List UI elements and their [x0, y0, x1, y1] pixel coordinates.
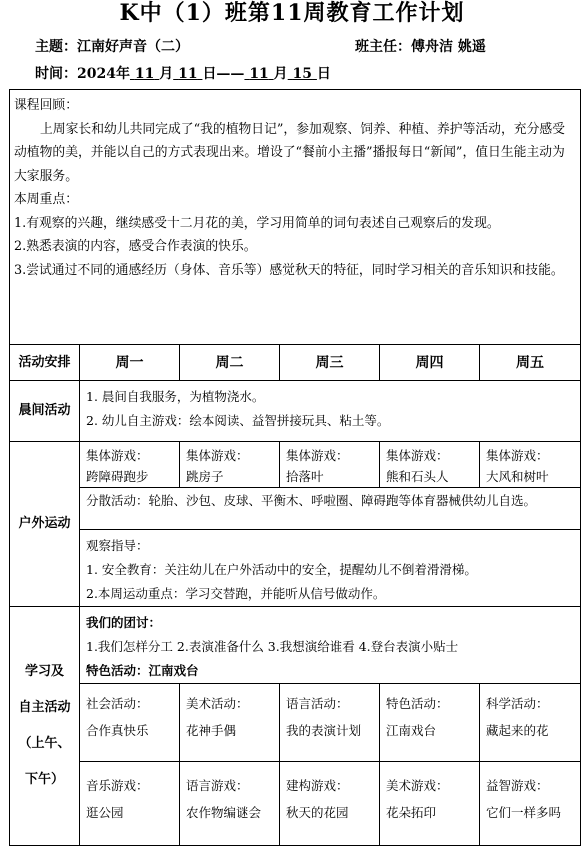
time-month-label-2: 月 — [273, 66, 288, 82]
day-header: 周四 — [380, 345, 480, 381]
observe-heading: 观察指导： — [86, 538, 149, 553]
activity-cell — [380, 684, 480, 762]
game-type: 益智游戏： — [486, 778, 549, 793]
outdoor-game-cell — [480, 442, 581, 488]
day-header: 周一 — [80, 345, 180, 381]
teacher-line — [355, 36, 486, 56]
activity-type: 科学活动： — [486, 696, 549, 711]
plan-table — [9, 89, 581, 846]
game-type: 集体游戏： — [286, 448, 349, 463]
day-header: 周二 — [180, 345, 280, 381]
outdoor-game-cell — [80, 442, 180, 488]
game-name: 熊和石头人 — [386, 469, 449, 484]
time-line — [35, 63, 331, 83]
activity-type: 语言活动： — [286, 696, 349, 711]
game-name: 跨障碍跑步 — [86, 469, 149, 484]
page-title: K中（1）班第11周教育工作计划 — [119, 0, 465, 26]
game-type: 建构游戏： — [286, 778, 349, 793]
time-end-day: 15 — [292, 66, 313, 82]
observe-line: 1. 安全教育：关注幼儿在户外活动中的安全，提醒幼儿不倒着滑滑梯。 — [86, 562, 477, 577]
morning-content — [80, 381, 581, 442]
game-type: 集体游戏： — [486, 448, 549, 463]
theme-line — [35, 36, 189, 56]
study-label — [10, 607, 80, 846]
study-label-line: 自主活动 — [18, 700, 71, 715]
study-label-line: （上午、 — [18, 736, 71, 751]
time-label: 时间： — [35, 66, 77, 82]
game-type: 集体游戏： — [86, 448, 149, 463]
day-header: 周五 — [480, 345, 581, 381]
activity-type: 美术活动： — [186, 696, 249, 711]
study-label-line: 下午） — [24, 772, 64, 787]
observe-line: 2.本周运动重点：学习交替跑，并能听从信号做动作。 — [86, 586, 386, 601]
time-dash: 日—— — [202, 66, 245, 82]
focus-heading: 本周重点： — [14, 192, 78, 207]
group-heading: 我们的团讨： — [86, 615, 162, 630]
activity-type: 社会活动： — [86, 696, 149, 711]
feature-heading: 特色活动：江南戏台 — [86, 663, 199, 678]
game-name: 花朵拓印 — [386, 805, 437, 820]
activity-name: 藏起来的花 — [486, 723, 549, 738]
game-name: 大风和树叶 — [486, 469, 549, 484]
focus-item: 2.熟悉表演的内容，感受合作表演的快乐。 — [14, 239, 257, 254]
game-type: 美术游戏： — [386, 778, 449, 793]
observation-guidance — [80, 530, 581, 607]
game-name: 跳房子 — [186, 469, 224, 484]
game-type: 音乐游戏： — [86, 778, 149, 793]
game-name: 逛公园 — [86, 805, 124, 820]
activity-cell — [80, 684, 180, 762]
time-end-month: 11 — [249, 66, 269, 82]
activity-type: 特色活动： — [386, 696, 449, 711]
morning-label: 晨间活动 — [10, 381, 80, 442]
activity-cell — [280, 684, 380, 762]
review-cell — [10, 90, 581, 345]
group-discussion — [80, 607, 581, 684]
morning-line: 2. 幼儿自主游戏：绘本阅读、益智拼接玩具、粘土等。 — [86, 413, 390, 428]
study-label-line: 学习及 — [24, 664, 64, 679]
group-items: 1.我们怎样分工 2.表演准备什么 3.我想演给谁看 4.登台表演小贴士 — [86, 639, 459, 654]
outdoor-free-activity: 分散活动：轮胎、沙包、皮球、平衡木、呼啦圈、障碍跑等体育器械供幼儿自选。 — [80, 488, 581, 530]
review-paragraph: 上周家长和幼儿共同完成了“我的植物日记”，参加观察、饲养、种植、养护等活动，充分感受动植物的美，并能以自己的方式表现出来。增设了“餐前小主播”播报每日“新闻”，值日生能主动为大家服务。 — [14, 121, 565, 184]
outdoor-label: 户外运动 — [10, 442, 80, 607]
time-day-label: 日 — [316, 66, 331, 82]
teacher-label: 班主任： — [355, 39, 411, 55]
time-start-day: 11 — [178, 66, 198, 82]
time-year: 2024年 — [77, 66, 130, 82]
game-name: 农作物编谜会 — [186, 805, 262, 820]
activity-name: 江南戏台 — [386, 723, 437, 738]
game-name: 秋天的花园 — [286, 805, 349, 820]
morning-line: 1. 晨间自我服务，为植物浇水。 — [86, 389, 265, 404]
focus-item: 1.有观察的兴趣，继续感受十二月花的美，学习用简单的词句表述自己观察后的发现。 — [14, 215, 500, 231]
game-type: 集体游戏： — [186, 448, 249, 463]
theme-value: 江南好声音（二） — [77, 39, 189, 55]
review-heading: 课程回顾： — [14, 98, 78, 113]
theme-label: 主题： — [35, 39, 77, 55]
schedule-header-label: 活动安排 — [10, 345, 80, 381]
game-type: 语言游戏： — [186, 778, 249, 793]
activity-cell — [480, 684, 581, 762]
game-type: 集体游戏： — [386, 448, 449, 463]
game-name: 它们一样多吗 — [486, 805, 562, 820]
outdoor-game-cell — [180, 442, 280, 488]
time-start-month: 11 — [134, 66, 155, 82]
focus-item: 3.尝试通过不同的通感经历（身体、音乐等）感觉秋天的特征，同时学习相关的音乐知识和技能。 — [14, 262, 564, 278]
activity-name: 合作真快乐 — [86, 723, 149, 738]
teacher-value: 傅舟洁 姚遥 — [411, 39, 486, 55]
time-month-label: 月 — [159, 66, 174, 82]
activity-cell — [180, 684, 280, 762]
outdoor-game-cell — [280, 442, 380, 488]
day-header: 周三 — [280, 345, 380, 381]
outdoor-game-cell — [380, 442, 480, 488]
activity-name: 我的表演计划 — [286, 723, 362, 738]
game-name: 拾落叶 — [286, 469, 324, 484]
activity-name: 花神手偶 — [186, 723, 237, 738]
